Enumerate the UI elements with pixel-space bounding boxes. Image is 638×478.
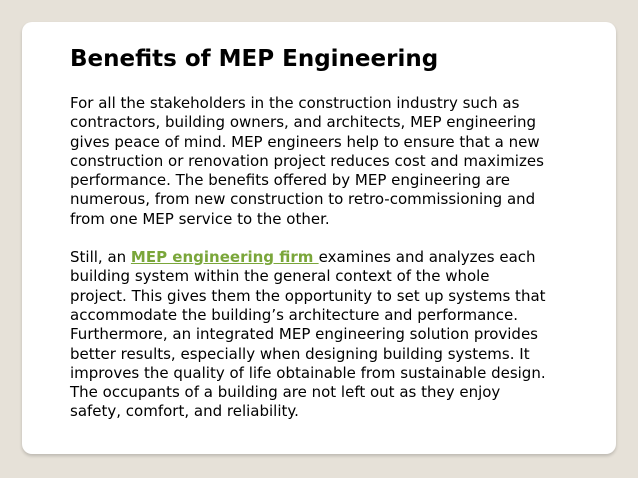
paragraph-2-line: better results, especially when designing building systems. It (70, 344, 530, 363)
paragraph-1-line: performance. The benefits offered by MEP engineering are (70, 171, 510, 190)
paragraph-2-first-line (70, 248, 610, 267)
paragraph-1-line: construction or renovation project reduces cost and maximizes (70, 151, 544, 170)
paragraph-2-line: improves the quality of life obtainable from sustainable design. (70, 363, 546, 382)
slide-body (70, 94, 610, 422)
paragraph-1-line: contractors, building owners, and architects, MEP engineering (70, 113, 537, 132)
paragraph-2-after-link-text: examines and analyzes each (318, 248, 536, 267)
paragraph-2-lead-text: Still, an (70, 248, 131, 267)
paragraph-1-line: gives peace of mind. MEP engineers help to ensure that a new (70, 132, 540, 151)
paragraph-spacer (70, 229, 610, 248)
slide-title: Benefits of MEP Engineering (70, 46, 439, 72)
paragraph-1-line: For all the stakeholders in the construction industry such as (70, 94, 520, 112)
paragraph-1 (70, 94, 610, 229)
paragraph-2-line: The occupants of a building are not left out as they enjoy (70, 383, 501, 402)
paragraph-2-line: accommodate the building’s architecture and performance. (70, 305, 519, 324)
paragraph-1-line: from one MEP service to the other. (70, 209, 330, 228)
paragraph-2-line: Furthermore, an integrated MEP engineering solution provides (70, 325, 538, 344)
paragraph-2-line: safety, comfort, and reliability. (70, 402, 299, 421)
slide-card (22, 22, 616, 454)
paragraph-2-line: building system within the general context of the whole (70, 267, 490, 286)
paragraph-1-line: numerous, from new construction to retro-commissioning and (70, 190, 536, 209)
paragraph-2 (70, 248, 610, 422)
paragraph-2-line: project. This gives them the opportunity to set up systems that (70, 286, 546, 305)
mep-engineering-firm-link[interactable]: MEP engineering firm (130, 248, 319, 267)
